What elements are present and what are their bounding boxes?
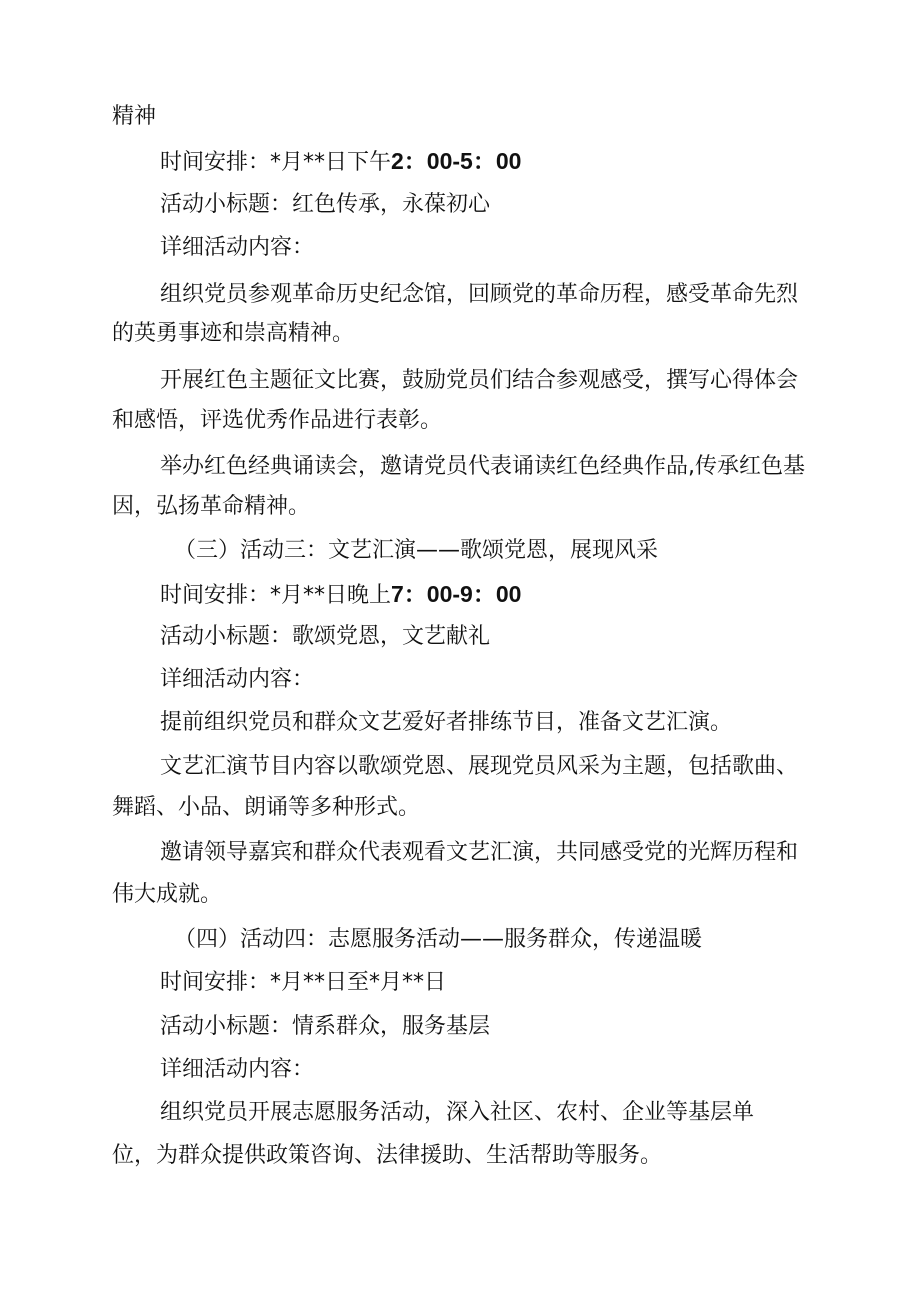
paragraph-line: 舞蹈、小品、朗诵等多种形式。 — [112, 795, 421, 820]
paragraph-line: 提前组织党员和群众文艺爱好者排练节目，准备文艺汇演。 — [160, 710, 733, 735]
time-label: 时间安排：*月**日下午 — [160, 150, 392, 175]
paragraph-line: 组织党员参观革命历史纪念馆，回顾党的革命历程，感受革命先烈 — [160, 282, 799, 307]
paragraph-line: 伟大成就。 — [112, 882, 223, 907]
subtitle-line: 活动小标题：歌颂党恩，文艺献礼 — [160, 624, 491, 649]
section-heading: （三）活动三：文艺汇演——歌颂党恩，展现风采 — [174, 538, 659, 563]
time-schedule-line: 时间安排：*月**日至*月**日 — [160, 970, 447, 995]
paragraph-line: 位，为群众提供政策咨询、法律援助、生活帮助等服务。 — [112, 1143, 663, 1168]
section-heading: （四）活动四：志愿服务活动——服务群众，传递温暖 — [174, 927, 703, 952]
paragraph-line: 的英勇事迹和崇高精神。 — [112, 321, 355, 346]
paragraph-line: 举办红色经典诵读会，邀请党员代表诵读红色经典作品,传承红色基 — [160, 454, 805, 479]
time-range: 2：00-5：00 — [391, 148, 522, 174]
paragraph-line: 开展红色主题征文比赛，鼓励党员们结合参观感受，撰写心得体会 — [160, 368, 799, 393]
detail-label: 详细活动内容： — [160, 667, 315, 692]
subtitle-line: 活动小标题：红色传承，永葆初心 — [160, 192, 491, 217]
time-schedule-line — [160, 579, 521, 611]
time-range: 7：00-9：00 — [391, 581, 522, 607]
paragraph-line: 组织党员开展志愿服务活动，深入社区、农村、企业等基层单 — [160, 1100, 755, 1125]
text-line: 精神 — [112, 104, 157, 129]
subtitle-line: 活动小标题：情系群众，服务基层 — [160, 1014, 491, 1039]
time-schedule-line — [160, 146, 521, 178]
detail-label: 详细活动内容： — [160, 1057, 315, 1082]
paragraph-line: 和感悟，评选优秀作品进行表彰。 — [112, 408, 443, 433]
paragraph-line: 邀请领导嘉宾和群众代表观看文艺汇演，共同感受党的光辉历程和 — [160, 840, 799, 865]
detail-label: 详细活动内容： — [160, 235, 315, 260]
paragraph-line: 文艺汇演节目内容以歌颂党恩、展现党员风采为主题，包括歌曲、 — [160, 754, 799, 779]
paragraph-line: 因，弘扬革命精神。 — [112, 494, 311, 519]
time-label: 时间安排：*月**日晚上 — [160, 583, 392, 608]
